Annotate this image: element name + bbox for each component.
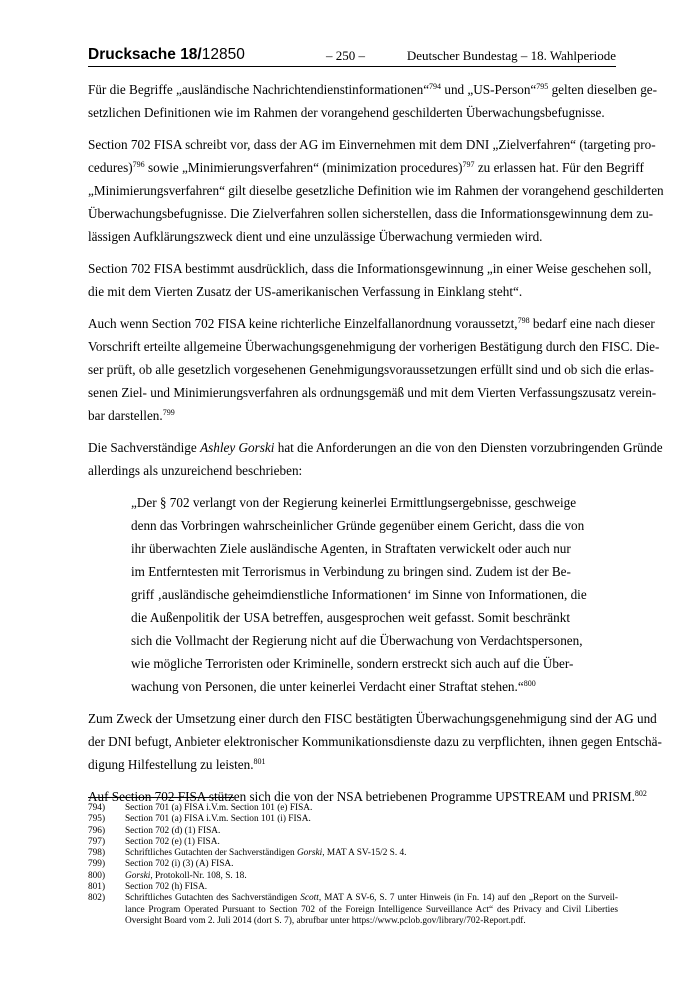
- footnote-text: Section 701 (a) FISA i.V.m. Section 101 (i) FISA.: [125, 814, 311, 825]
- main-text: [88, 78, 664, 817]
- paragraph: [88, 257, 652, 303]
- footnote-text: Section 702 (e) (1) FISA.: [125, 836, 220, 847]
- footnote: [88, 837, 618, 848]
- quote-line: denn das Vorbringen wahrscheinlicher Gründe gegenüber einem Gericht, dass die von: [131, 518, 585, 533]
- footnote-text: Section 702 (i) (3) (A) FISA.: [125, 859, 234, 870]
- block-quote: [131, 491, 587, 698]
- text-line: die mit dem Vierten Zusatz der US-amerikanischen Verfassung in Einklang steht“.: [88, 284, 523, 299]
- text-line: der DNI befugt, Anbieter elektronischer Kommunikationsdienste dazu zu verpflichten, ihnen gegen Entschä-: [88, 734, 662, 749]
- text-line: Zum Zweck der Umsetzung einer durch den FISC bestätigten Überwachungsgenehmigung sind der AG und: [88, 711, 657, 726]
- footnote-ref[interactable]: 801: [253, 757, 266, 766]
- quote-line: „Der § 702 verlangt von der Regierung keinerlei Ermittlungsergebnisse, geschweige: [131, 495, 577, 510]
- footnote-ref[interactable]: 798: [517, 316, 530, 325]
- text-line: senen Ziel- und Minimierungsverfahren als ordnungsgemäß und mit dem Vierten Verfassungszusatz verein-: [88, 385, 657, 400]
- expert-name: Scott: [300, 893, 319, 904]
- footnote-number: 795): [88, 814, 106, 825]
- page-number: – 250 –: [326, 48, 365, 63]
- text-line: Für die Begriffe „ausländische Nachrichtendienstinformationen“$^{794}$ und „US-Person“$^{795}$ gelten dieselben ge-: [88, 82, 658, 97]
- quote-line: im Entferntesten mit Terrorismus in Verbindung zu bringen sind. Zudem ist der Be-: [131, 564, 571, 579]
- text-line: digung Hilfestellung zu leisten.$^{801}$: [88, 757, 266, 772]
- document-number: Drucksache 18/12850: [88, 46, 245, 63]
- text-line: Section 702 FISA bestimmt ausdrücklich, dass die Informationsgewinnung „in einer Weise geschehen soll,: [88, 261, 652, 276]
- text-line: ser prüft, ob alle gesetzlich vorgesehenen Genehmigungsvoraussetzungen erfüllt sind und ob sich die erlas-: [88, 362, 654, 377]
- footnote: [88, 871, 618, 882]
- footnote-number: 802): [88, 893, 106, 904]
- footnote-ref[interactable]: 797: [462, 160, 475, 169]
- footnote-text: Schriftliches Gutachten der Sachverständigen Gorski, MAT A SV-15/2 S. 4.: [125, 848, 407, 859]
- footnote: [88, 814, 618, 825]
- footnote-line[interactable]: Oversight Board vom 2. Juli 2014 (dort S. 7), abrufbar unter https://www.pclob.gov/library/702-Report.pdf.: [125, 915, 526, 926]
- text-line: lässigen Aufklärungszweck dient und eine unzulässige Überwachung vermieden wird.: [88, 229, 543, 244]
- footnote-ref[interactable]: 799: [162, 408, 175, 417]
- expert-name: Gorski: [296, 848, 323, 859]
- expert-name: Ashley Gorski: [200, 440, 275, 455]
- text-line: allerdings als unzureichend beschrieben:: [88, 463, 303, 478]
- footnote-number: 801): [88, 882, 106, 893]
- text-line: Auf Section 702 FISA stützen sich die von der NSA betriebenen Programme UPSTREAM und PRISM.$^{802}$: [88, 789, 647, 804]
- text-line: bar darstellen.$^{799}$: [88, 408, 175, 423]
- footnote-line: lance Program Operated Pursuant to Section 702 of the Foreign Intelligence Surveillance Act“ des Privacy and Civil Liberties: [125, 904, 618, 915]
- footnote-ref[interactable]: 794: [429, 82, 442, 91]
- footnote-number: 800): [88, 870, 106, 881]
- text-line: Auch wenn Section 702 FISA keine richterliche Einzelfallanordnung voraussetzt,$^{798}$ bedarf eine nach dieser: [88, 316, 655, 331]
- quote-line: wachung von Personen, die unter keinerlei Verdacht einer Straftat stehen.“$^{800}$: [131, 679, 536, 694]
- paragraph: [88, 312, 660, 427]
- expert-name: Gorski: [125, 870, 151, 881]
- page-header: [88, 46, 616, 67]
- footnote-number: 796): [88, 825, 106, 836]
- text-line: Vorschrift erteilte allgemeine Überwachungsgenehmigung der vorherigen Bestätigung durch den FISC. Die-: [88, 339, 660, 354]
- footnote: [88, 803, 618, 814]
- paragraph: [88, 78, 658, 124]
- paragraph: [88, 133, 664, 248]
- footnote-ref[interactable]: 795: [536, 82, 549, 91]
- footnote-text: [125, 893, 618, 927]
- footnote-text: Gorski, Protokoll-Nr. 108, S. 18.: [125, 870, 247, 881]
- text-line: Section 702 FISA schreibt vor, dass der AG im Einvernehmen mit dem DNI „Zielverfahren“ (targeting pro-: [88, 137, 656, 152]
- footnote-number: 799): [88, 859, 106, 870]
- quote-line: griff ‚ausländische geheimdienstliche Informationen‘ im Sinne von Informationen, die: [131, 587, 587, 602]
- paragraph: [88, 436, 663, 482]
- footnote-number: 798): [88, 848, 106, 859]
- footnote-ref[interactable]: 802: [634, 789, 647, 798]
- footnote: [88, 826, 618, 837]
- quote-line: ihr überwachten Ziele ausländische Agenten, in Straftaten verwickelt oder auch nur: [131, 541, 571, 556]
- paragraph: [88, 707, 662, 776]
- footnote-ref[interactable]: 796: [132, 160, 145, 169]
- footnote-ref[interactable]: 800: [523, 679, 536, 688]
- text-line: Überwachungsbefugnisse. Die Zielverfahren sollen sicherstellen, dass die Informationsgewinnung dem zu-: [88, 206, 654, 221]
- footnote: [88, 882, 618, 893]
- text-line: setzlichen Definitionen wie im Rahmen der vorangehend geschilderten Überwachungsbefugnisse.: [88, 105, 605, 120]
- quote-line: sich die Vollmacht der Regierung nicht auf die Überwachung von Verdachtspersonen,: [131, 633, 583, 648]
- quote-line: die Außenpolitik der USA betreffen, ausgesprochen weit gefasst. Somit beschränkt: [131, 610, 570, 625]
- footnote-line: Schriftliches Gutachten des Sachverständigen Scott, MAT A SV-6, S. 7 unter Hinweis (in Fn. 14) auf den „Report on the Surveil-: [125, 893, 618, 904]
- footnote: [88, 848, 618, 859]
- quote-line: wie mögliche Terroristen oder Kriminelle, sondern erstreckt sich auch auf die Über-: [131, 656, 574, 671]
- footnote-text: Section 702 (d) (1) FISA.: [125, 825, 221, 836]
- parliament-title: Deutscher Bundestag – 18. Wahlperiode: [406, 48, 616, 63]
- footnote-text: Section 702 (h) FISA.: [125, 882, 208, 893]
- footnotes: [88, 803, 618, 927]
- footnote-text: Section 701 (a) FISA i.V.m. Section 101 (e) FISA.: [125, 803, 313, 813]
- text-line: cedures)$^{796}$ sowie „Minimierungsverfahren“ (minimization procedures)$^{797}$ zu erlassen hat. Für den Begriff: [88, 160, 644, 175]
- footnote-separator: [88, 797, 234, 798]
- footnote: [88, 859, 618, 870]
- footnote-number: 794): [88, 803, 106, 813]
- text-line: „Minimierungsverfahren“ gilt dieselbe gesetzliche Definition wie im Rahmen der vorangehend geschilderten: [88, 183, 664, 198]
- footnote: [88, 893, 618, 927]
- text-line: Die Sachverständige Ashley Gorski hat die Anforderungen an die von den Diensten vorzubringenden Gründe: [88, 440, 663, 455]
- footnote-number: 797): [88, 836, 106, 847]
